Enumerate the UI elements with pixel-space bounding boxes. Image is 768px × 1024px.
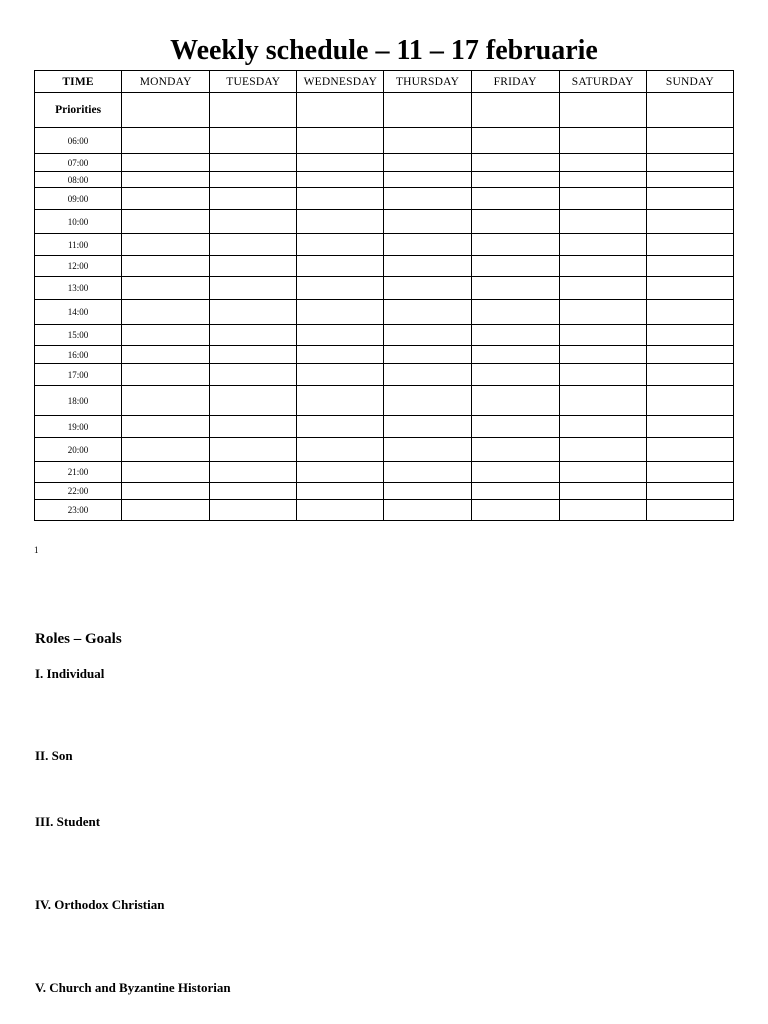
schedule-cell[interactable] xyxy=(122,234,210,256)
schedule-cell[interactable] xyxy=(210,500,297,521)
schedule-cell[interactable] xyxy=(122,256,210,277)
schedule-cell[interactable] xyxy=(384,438,471,462)
schedule-cell[interactable] xyxy=(471,325,559,346)
schedule-cell[interactable] xyxy=(471,462,559,483)
time-label: 09:00 xyxy=(35,188,122,210)
time-row xyxy=(35,386,734,416)
time-label: 15:00 xyxy=(35,325,122,346)
column-header-day: SUNDAY xyxy=(646,71,733,93)
time-label: 17:00 xyxy=(35,364,122,386)
time-label: 19:00 xyxy=(35,416,122,438)
column-header-day: MONDAY xyxy=(122,71,210,93)
schedule-cell[interactable] xyxy=(646,346,733,364)
schedule-cell[interactable] xyxy=(210,188,297,210)
schedule-cell[interactable] xyxy=(646,386,733,416)
schedule-cell[interactable] xyxy=(122,325,210,346)
schedule-cell[interactable] xyxy=(646,210,733,234)
column-header-day: FRIDAY xyxy=(471,71,559,93)
schedule-cell[interactable] xyxy=(646,364,733,386)
time-row xyxy=(35,154,734,172)
time-label: 06:00 xyxy=(35,128,122,154)
schedule-cell[interactable] xyxy=(122,416,210,438)
schedule-cell[interactable] xyxy=(122,154,210,172)
time-row xyxy=(35,325,734,346)
schedule-cell[interactable] xyxy=(384,128,471,154)
time-row xyxy=(35,188,734,210)
schedule-cell[interactable] xyxy=(122,386,210,416)
schedule-cell[interactable] xyxy=(471,172,559,188)
schedule-cell[interactable] xyxy=(297,256,384,277)
schedule-cell[interactable] xyxy=(646,256,733,277)
schedule-cell[interactable] xyxy=(559,210,646,234)
time-label: 11:00 xyxy=(35,234,122,256)
schedule-cell[interactable] xyxy=(471,346,559,364)
schedule-cell[interactable] xyxy=(210,93,297,128)
schedule-cell[interactable] xyxy=(646,300,733,325)
schedule-cell[interactable] xyxy=(559,256,646,277)
schedule-cell[interactable] xyxy=(559,93,646,128)
schedule-cell[interactable] xyxy=(210,256,297,277)
schedule-cell[interactable] xyxy=(297,364,384,386)
page-title: Weekly schedule – 11 – 17 februarie xyxy=(170,35,598,66)
schedule-cell[interactable] xyxy=(559,438,646,462)
schedule-cell[interactable] xyxy=(210,386,297,416)
schedule-cell[interactable] xyxy=(210,154,297,172)
schedule-cell[interactable] xyxy=(297,438,384,462)
schedule-cell[interactable] xyxy=(471,210,559,234)
schedule-cell[interactable] xyxy=(559,154,646,172)
schedule-cell[interactable] xyxy=(384,234,471,256)
schedule-cell[interactable] xyxy=(122,364,210,386)
role-orthodox-christian: IV. Orthodox Christian xyxy=(35,897,165,912)
schedule-cell[interactable] xyxy=(384,483,471,500)
schedule-cell[interactable] xyxy=(384,462,471,483)
schedule-cell[interactable] xyxy=(559,188,646,210)
schedule-cell[interactable] xyxy=(297,325,384,346)
schedule-cell[interactable] xyxy=(471,93,559,128)
time-label: 12:00 xyxy=(35,256,122,277)
time-label: 23:00 xyxy=(35,500,122,521)
schedule-cell[interactable] xyxy=(122,172,210,188)
schedule-cell[interactable] xyxy=(471,154,559,172)
time-row xyxy=(35,210,734,234)
schedule-cell[interactable] xyxy=(384,154,471,172)
time-row xyxy=(35,462,734,483)
schedule-cell[interactable] xyxy=(297,483,384,500)
schedule-cell[interactable] xyxy=(559,172,646,188)
schedule-cell[interactable] xyxy=(122,462,210,483)
schedule-cell[interactable] xyxy=(210,346,297,364)
schedule-cell[interactable] xyxy=(297,277,384,300)
schedule-cell[interactable] xyxy=(384,416,471,438)
schedule-cell[interactable] xyxy=(559,277,646,300)
role-historian: V. Church and Byzantine Historian xyxy=(35,980,231,995)
schedule-cell[interactable] xyxy=(297,154,384,172)
time-label: 10:00 xyxy=(35,210,122,234)
schedule-cell[interactable] xyxy=(471,500,559,521)
time-label: 20:00 xyxy=(35,438,122,462)
schedule-cell[interactable] xyxy=(471,256,559,277)
schedule-cell[interactable] xyxy=(471,300,559,325)
schedule-cell[interactable] xyxy=(210,277,297,300)
time-label: 13:00 xyxy=(35,277,122,300)
schedule-cell[interactable] xyxy=(210,234,297,256)
time-label: 14:00 xyxy=(35,300,122,325)
schedule-cell[interactable] xyxy=(297,500,384,521)
schedule-cell[interactable] xyxy=(384,325,471,346)
time-row xyxy=(35,234,734,256)
schedule-cell[interactable] xyxy=(384,256,471,277)
column-header-day: WEDNESDAY xyxy=(297,71,384,93)
schedule-cell[interactable] xyxy=(471,483,559,500)
schedule-cell[interactable] xyxy=(559,386,646,416)
schedule-cell[interactable] xyxy=(384,386,471,416)
schedule-cell[interactable] xyxy=(646,93,733,128)
time-row xyxy=(35,416,734,438)
schedule-cell[interactable] xyxy=(646,234,733,256)
schedule-cell[interactable] xyxy=(122,346,210,364)
weekly-schedule-table xyxy=(34,70,734,521)
schedule-cell[interactable] xyxy=(122,128,210,154)
schedule-cell[interactable] xyxy=(297,172,384,188)
footnote-number: 1 xyxy=(34,545,39,555)
time-row xyxy=(35,256,734,277)
time-label: 08:00 xyxy=(35,172,122,188)
schedule-cell[interactable] xyxy=(384,500,471,521)
time-row xyxy=(35,346,734,364)
schedule-cell[interactable] xyxy=(210,325,297,346)
schedule-cell[interactable] xyxy=(122,500,210,521)
role-student: III. Student xyxy=(35,814,101,829)
column-header-day: SATURDAY xyxy=(559,71,646,93)
time-label: 16:00 xyxy=(35,346,122,364)
schedule-cell[interactable] xyxy=(122,188,210,210)
schedule-cell[interactable] xyxy=(559,416,646,438)
schedule-cell[interactable] xyxy=(122,210,210,234)
schedule-cell[interactable] xyxy=(646,438,733,462)
time-label: 07:00 xyxy=(35,154,122,172)
schedule-cell[interactable] xyxy=(210,172,297,188)
schedule-cell[interactable] xyxy=(559,128,646,154)
schedule-cell[interactable] xyxy=(471,277,559,300)
time-row xyxy=(35,483,734,500)
schedule-cell[interactable] xyxy=(297,93,384,128)
schedule-cell[interactable] xyxy=(297,386,384,416)
schedule-cell[interactable] xyxy=(471,234,559,256)
schedule-cell[interactable] xyxy=(646,128,733,154)
schedule-cell[interactable] xyxy=(646,154,733,172)
time-label: 22:00 xyxy=(35,483,122,500)
schedule-cell[interactable] xyxy=(384,93,471,128)
column-header-day: TUESDAY xyxy=(210,71,297,93)
schedule-cell[interactable] xyxy=(646,188,733,210)
column-header-time: TIME xyxy=(35,71,122,93)
schedule-cell[interactable] xyxy=(559,234,646,256)
schedule-cell[interactable] xyxy=(384,277,471,300)
schedule-cell[interactable] xyxy=(646,500,733,521)
schedule-cell[interactable] xyxy=(559,325,646,346)
schedule-cell[interactable] xyxy=(384,188,471,210)
time-label: 21:00 xyxy=(35,462,122,483)
schedule-cell[interactable] xyxy=(384,172,471,188)
schedule-cell[interactable] xyxy=(122,438,210,462)
schedule-cell[interactable] xyxy=(210,128,297,154)
schedule-cell[interactable] xyxy=(559,346,646,364)
time-row xyxy=(35,438,734,462)
schedule-cell[interactable] xyxy=(646,172,733,188)
schedule-cell[interactable] xyxy=(384,346,471,364)
schedule-cell[interactable] xyxy=(297,416,384,438)
schedule-cell[interactable] xyxy=(210,210,297,234)
schedule-cell[interactable] xyxy=(471,128,559,154)
schedule-cell[interactable] xyxy=(297,188,384,210)
time-row xyxy=(35,172,734,188)
schedule-cell[interactable] xyxy=(646,277,733,300)
time-row xyxy=(35,128,734,154)
schedule-cell[interactable] xyxy=(297,234,384,256)
header-row xyxy=(35,71,734,93)
schedule-cell[interactable] xyxy=(646,325,733,346)
schedule-cell[interactable] xyxy=(122,300,210,325)
role-individual: I. Individual xyxy=(35,666,105,681)
column-header-day: THURSDAY xyxy=(384,71,471,93)
schedule-cell[interactable] xyxy=(559,500,646,521)
schedule-cell[interactable] xyxy=(122,277,210,300)
schedule-cell[interactable] xyxy=(384,300,471,325)
schedule-cell[interactable] xyxy=(559,462,646,483)
roles-goals-heading: Roles – Goals xyxy=(35,631,122,647)
time-row xyxy=(35,500,734,521)
schedule-cell[interactable] xyxy=(297,346,384,364)
priorities-row xyxy=(35,93,734,128)
schedule-cell[interactable] xyxy=(559,483,646,500)
schedule-cell[interactable] xyxy=(559,364,646,386)
schedule-cell[interactable] xyxy=(297,210,384,234)
time-row xyxy=(35,300,734,325)
schedule-cell[interactable] xyxy=(210,300,297,325)
schedule-cell[interactable] xyxy=(646,483,733,500)
schedule-cell[interactable] xyxy=(471,188,559,210)
time-label: 18:00 xyxy=(35,386,122,416)
role-son: II. Son xyxy=(35,748,73,763)
schedule-cell[interactable] xyxy=(384,364,471,386)
schedule-cell[interactable] xyxy=(297,462,384,483)
schedule-cell[interactable] xyxy=(297,300,384,325)
schedule-cell[interactable] xyxy=(471,438,559,462)
schedule-cell[interactable] xyxy=(210,438,297,462)
schedule-cell[interactable] xyxy=(210,483,297,500)
schedule-cell[interactable] xyxy=(122,483,210,500)
schedule-cell[interactable] xyxy=(646,462,733,483)
schedule-cell[interactable] xyxy=(210,416,297,438)
schedule-cell[interactable] xyxy=(646,416,733,438)
priorities-label: Priorities xyxy=(35,93,122,128)
schedule-cell[interactable] xyxy=(559,300,646,325)
schedule-cell[interactable] xyxy=(471,364,559,386)
schedule-cell[interactable] xyxy=(210,462,297,483)
schedule-cell[interactable] xyxy=(122,93,210,128)
time-row xyxy=(35,364,734,386)
schedule-cell[interactable] xyxy=(297,128,384,154)
schedule-cell[interactable] xyxy=(384,210,471,234)
schedule-cell[interactable] xyxy=(471,416,559,438)
schedule-cell[interactable] xyxy=(210,364,297,386)
schedule-cell[interactable] xyxy=(471,386,559,416)
time-row xyxy=(35,277,734,300)
